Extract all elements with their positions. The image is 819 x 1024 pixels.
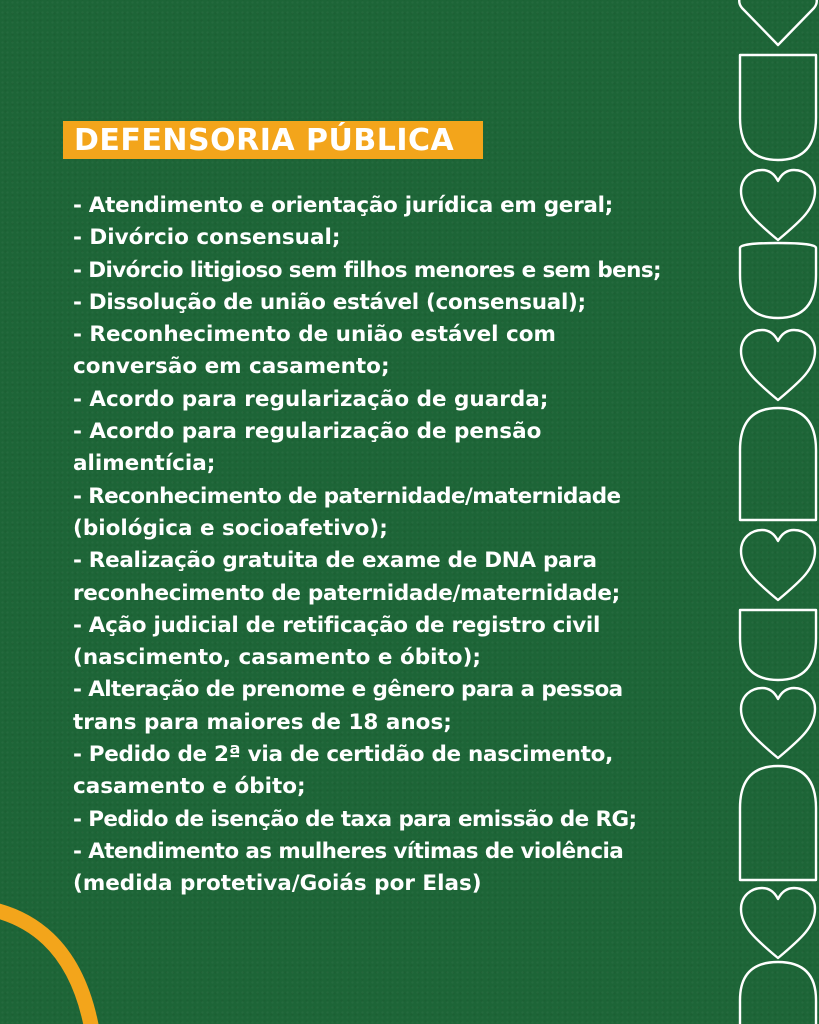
list-item: - Atendimento e orientação jurídica em geral; <box>73 193 613 218</box>
list-item: (nascimento, casamento e óbito); <box>73 645 481 671</box>
list-item: - Divórcio litigioso sem filhos menores e sem bens; <box>73 257 662 283</box>
list-item: - Pedido de isenção de taxa para emissão de RG; <box>73 806 637 832</box>
list-item: - Pedido de 2ª via de certidão de nascimento, <box>73 742 613 768</box>
list-item: (medida protetiva/Goiás por Elas) <box>73 871 482 897</box>
list-item: reconhecimento de paternidade/maternidade; <box>73 580 620 606</box>
list-item: alimentícia; <box>73 451 216 477</box>
list-item: casamento e óbito; <box>73 774 306 800</box>
list-item: - Acordo para regularização de guarda; <box>73 386 549 412</box>
list-item: - Reconhecimento de paternidade/maternidade <box>73 483 621 509</box>
list-item: - Acordo para regularização de pensão <box>73 419 542 445</box>
list-item: - Dissolução de união estável (consensual); <box>73 289 586 315</box>
page-title: DEFENSORIA PÚBLICA <box>74 123 455 158</box>
list-item: - Alteração de prenome e gênero para a pessoa <box>73 677 623 703</box>
list-item: - Realização gratuita de exame de DNA para <box>73 548 597 574</box>
list-item: - Atendimento as mulheres vítimas de violência <box>73 838 624 864</box>
services-list <box>73 190 723 901</box>
list-item: - Reconhecimento de união estável com <box>73 322 556 348</box>
list-item: trans para maiores de 18 anos; <box>73 709 452 735</box>
list-item: - Ação judicial de retificação de registro civil <box>73 612 601 638</box>
heart-arch-pattern-icon <box>729 0 819 1024</box>
list-item: (biológica e socioafetivo); <box>73 515 388 541</box>
list-item: - Divórcio consensual; <box>73 225 341 251</box>
orange-arc-icon <box>0 894 110 1024</box>
list-item: conversão em casamento; <box>73 354 390 380</box>
